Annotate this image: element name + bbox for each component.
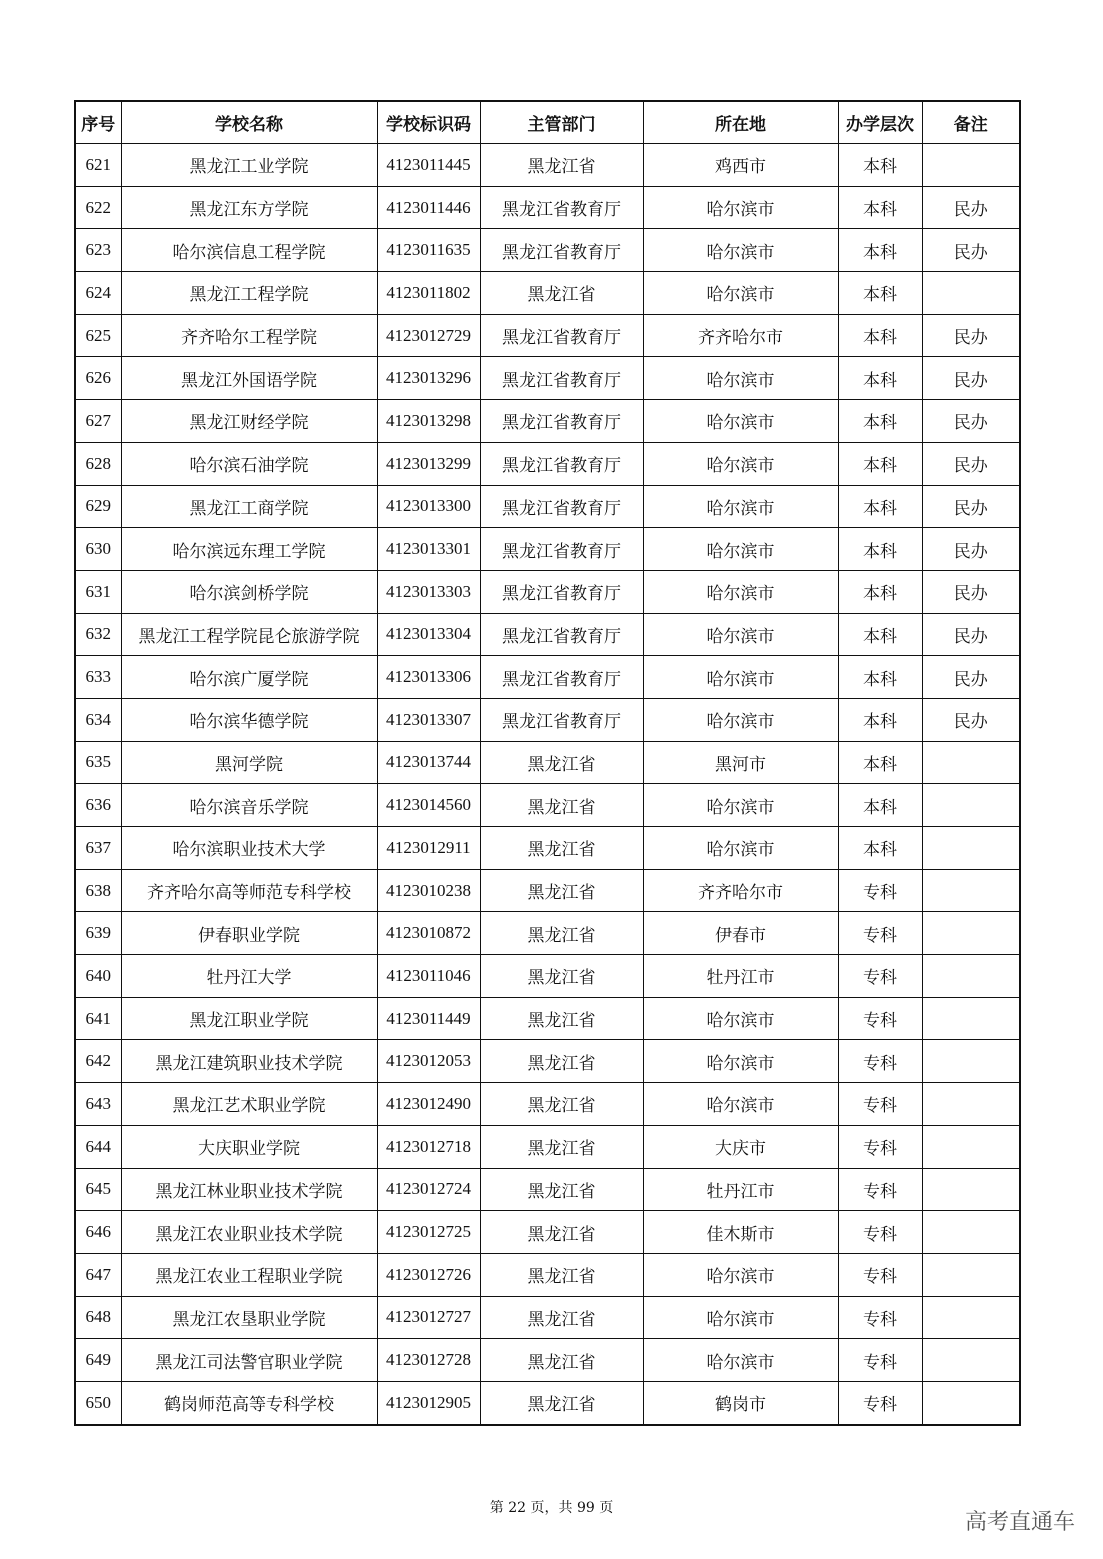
cell-school-name: 黑龙江农垦职业学院: [121, 1296, 377, 1339]
cell-school-name: 黑龙江工商学院: [121, 485, 377, 528]
cell-department: 黑龙江省教育厅: [480, 656, 643, 699]
cell-location: 鸡西市: [643, 144, 838, 187]
cell-location: 哈尔滨市: [643, 357, 838, 400]
cell-index: 634: [75, 698, 121, 741]
cell-remarks: 民办: [922, 485, 1020, 528]
page-number: 第 22 页，共 99 页: [489, 1500, 614, 1516]
table-row: [75, 144, 1020, 187]
cell-location: 伊春市: [643, 912, 838, 955]
cell-index: 631: [75, 570, 121, 613]
cell-index: 622: [75, 186, 121, 229]
cell-level: 专科: [838, 1381, 922, 1424]
cell-index: 630: [75, 528, 121, 571]
cell-level: 本科: [838, 186, 922, 229]
cell-remarks: 民办: [922, 570, 1020, 613]
cell-department: 黑龙江省: [480, 144, 643, 187]
cell-index: 649: [75, 1339, 121, 1382]
cell-school-code: 4123012726: [377, 1253, 480, 1296]
cell-level: 本科: [838, 485, 922, 528]
cell-department: 黑龙江省: [480, 1211, 643, 1254]
cell-department: 黑龙江省教育厅: [480, 357, 643, 400]
cell-department: 黑龙江省教育厅: [480, 528, 643, 571]
cell-department: 黑龙江省教育厅: [480, 698, 643, 741]
cell-level: 本科: [838, 570, 922, 613]
cell-remarks: [922, 1253, 1020, 1296]
cell-remarks: [922, 1125, 1020, 1168]
cell-school-name: 哈尔滨音乐学院: [121, 784, 377, 827]
cell-location: 哈尔滨市: [643, 698, 838, 741]
cell-remarks: 民办: [922, 357, 1020, 400]
cell-location: 哈尔滨市: [643, 400, 838, 443]
cell-level: 专科: [838, 1211, 922, 1254]
cell-school-code: 4123013306: [377, 656, 480, 699]
cell-remarks: 民办: [922, 698, 1020, 741]
cell-school-code: 4123013304: [377, 613, 480, 656]
cell-location: 哈尔滨市: [643, 613, 838, 656]
cell-department: 黑龙江省: [480, 1040, 643, 1083]
cell-school-code: 4123013307: [377, 698, 480, 741]
cell-department: 黑龙江省: [480, 1083, 643, 1126]
cell-index: 625: [75, 314, 121, 357]
cell-location: 齐齐哈尔市: [643, 314, 838, 357]
cell-index: 628: [75, 442, 121, 485]
table-row: [75, 912, 1020, 955]
table-row: [75, 186, 1020, 229]
header-school-code: 学校标识码: [377, 101, 480, 144]
cell-location: 哈尔滨市: [643, 570, 838, 613]
header-remarks: 备注: [922, 101, 1020, 144]
cell-school-name: 黑龙江外国语学院: [121, 357, 377, 400]
cell-remarks: [922, 912, 1020, 955]
cell-school-name: 黑龙江艺术职业学院: [121, 1083, 377, 1126]
cell-department: 黑龙江省: [480, 1253, 643, 1296]
cell-location: 哈尔滨市: [643, 1296, 838, 1339]
cell-school-name: 伊春职业学院: [121, 912, 377, 955]
cell-school-code: 4123013301: [377, 528, 480, 571]
header-level: 办学层次: [838, 101, 922, 144]
table-row: [75, 869, 1020, 912]
cell-level: 本科: [838, 741, 922, 784]
cell-school-name: 齐齐哈尔工程学院: [121, 314, 377, 357]
cell-school-code: 4123013298: [377, 400, 480, 443]
cell-remarks: [922, 741, 1020, 784]
cell-remarks: [922, 1083, 1020, 1126]
cell-index: 624: [75, 272, 121, 315]
cell-level: 专科: [838, 1168, 922, 1211]
header-department: 主管部门: [480, 101, 643, 144]
cell-location: 佳木斯市: [643, 1211, 838, 1254]
cell-department: 黑龙江省教育厅: [480, 570, 643, 613]
cell-department: 黑龙江省: [480, 784, 643, 827]
cell-index: 642: [75, 1040, 121, 1083]
cell-level: 专科: [838, 997, 922, 1040]
cell-level: 本科: [838, 442, 922, 485]
cell-index: 646: [75, 1211, 121, 1254]
cell-school-name: 哈尔滨剑桥学院: [121, 570, 377, 613]
table-row: [75, 570, 1020, 613]
cell-department: 黑龙江省: [480, 741, 643, 784]
cell-index: 638: [75, 869, 121, 912]
cell-level: 专科: [838, 1253, 922, 1296]
cell-school-code: 4123011635: [377, 229, 480, 272]
cell-school-code: 4123012718: [377, 1125, 480, 1168]
cell-school-name: 黑龙江工程学院昆仑旅游学院: [121, 613, 377, 656]
watermark-logo: 高考直通车: [964, 1510, 1075, 1535]
cell-index: 635: [75, 741, 121, 784]
cell-index: 640: [75, 955, 121, 998]
cell-department: 黑龙江省教育厅: [480, 400, 643, 443]
cell-location: 鹤岗市: [643, 1381, 838, 1424]
cell-school-name: 黑龙江财经学院: [121, 400, 377, 443]
cell-location: 哈尔滨市: [643, 442, 838, 485]
cell-level: 专科: [838, 1339, 922, 1382]
cell-school-code: 4123013744: [377, 741, 480, 784]
table-row: [75, 613, 1020, 656]
cell-department: 黑龙江省教育厅: [480, 229, 643, 272]
cell-school-code: 4123011446: [377, 186, 480, 229]
cell-school-code: 4123012053: [377, 1040, 480, 1083]
cell-remarks: 民办: [922, 186, 1020, 229]
table-row: [75, 1125, 1020, 1168]
cell-level: 本科: [838, 698, 922, 741]
cell-index: 637: [75, 827, 121, 870]
table-row: [75, 1168, 1020, 1211]
cell-location: 哈尔滨市: [643, 528, 838, 571]
cell-index: 645: [75, 1168, 121, 1211]
cell-location: 哈尔滨市: [643, 229, 838, 272]
cell-remarks: [922, 1211, 1020, 1254]
cell-school-code: 4123012728: [377, 1339, 480, 1382]
cell-location: 大庆市: [643, 1125, 838, 1168]
table-row: [75, 997, 1020, 1040]
cell-remarks: [922, 1381, 1020, 1424]
table-row: [75, 1040, 1020, 1083]
cell-location: 哈尔滨市: [643, 485, 838, 528]
cell-school-code: 4123012724: [377, 1168, 480, 1211]
table-row: [75, 528, 1020, 571]
cell-department: 黑龙江省: [480, 1125, 643, 1168]
cell-index: 639: [75, 912, 121, 955]
cell-level: 专科: [838, 1083, 922, 1126]
cell-department: 黑龙江省教育厅: [480, 186, 643, 229]
cell-school-code: 4123012490: [377, 1083, 480, 1126]
cell-level: 本科: [838, 400, 922, 443]
cell-level: 专科: [838, 869, 922, 912]
cell-department: 黑龙江省: [480, 827, 643, 870]
cell-location: 齐齐哈尔市: [643, 869, 838, 912]
table-header-row: [75, 101, 1020, 144]
cell-level: 本科: [838, 827, 922, 870]
cell-school-name: 黑河学院: [121, 741, 377, 784]
cell-remarks: [922, 784, 1020, 827]
cell-level: 本科: [838, 613, 922, 656]
cell-school-code: 4123010872: [377, 912, 480, 955]
cell-level: 本科: [838, 784, 922, 827]
cell-school-code: 4123013296: [377, 357, 480, 400]
cell-index: 627: [75, 400, 121, 443]
table-row: [75, 1339, 1020, 1382]
cell-index: 648: [75, 1296, 121, 1339]
cell-department: 黑龙江省: [480, 1296, 643, 1339]
cell-remarks: [922, 827, 1020, 870]
cell-level: 专科: [838, 912, 922, 955]
table-row: [75, 314, 1020, 357]
cell-school-name: 黑龙江东方学院: [121, 186, 377, 229]
cell-index: 636: [75, 784, 121, 827]
table-row: [75, 656, 1020, 699]
table-row: [75, 272, 1020, 315]
school-table: [74, 100, 1021, 1426]
cell-department: 黑龙江省: [480, 869, 643, 912]
cell-location: 哈尔滨市: [643, 1339, 838, 1382]
cell-location: 哈尔滨市: [643, 1253, 838, 1296]
cell-index: 643: [75, 1083, 121, 1126]
table-row: [75, 1253, 1020, 1296]
cell-level: 本科: [838, 229, 922, 272]
cell-school-code: 4123012725: [377, 1211, 480, 1254]
cell-school-name: 黑龙江建筑职业技术学院: [121, 1040, 377, 1083]
table-row: [75, 955, 1020, 998]
table-row: [75, 698, 1020, 741]
cell-remarks: [922, 869, 1020, 912]
cell-department: 黑龙江省: [480, 1339, 643, 1382]
cell-index: 626: [75, 357, 121, 400]
cell-school-name: 哈尔滨广厦学院: [121, 656, 377, 699]
header-school-name: 学校名称: [121, 101, 377, 144]
table-row: [75, 1381, 1020, 1424]
cell-department: 黑龙江省教育厅: [480, 485, 643, 528]
cell-remarks: [922, 997, 1020, 1040]
cell-level: 专科: [838, 955, 922, 998]
cell-school-code: 4123012727: [377, 1296, 480, 1339]
cell-level: 本科: [838, 144, 922, 187]
cell-school-name: 哈尔滨远东理工学院: [121, 528, 377, 571]
cell-school-name: 黑龙江职业学院: [121, 997, 377, 1040]
cell-school-name: 哈尔滨石油学院: [121, 442, 377, 485]
cell-school-name: 哈尔滨信息工程学院: [121, 229, 377, 272]
cell-remarks: 民办: [922, 400, 1020, 443]
cell-school-name: 黑龙江农业职业技术学院: [121, 1211, 377, 1254]
cell-index: 647: [75, 1253, 121, 1296]
table-row: [75, 1211, 1020, 1254]
table-row: [75, 1296, 1020, 1339]
cell-level: 专科: [838, 1125, 922, 1168]
cell-school-code: 4123014560: [377, 784, 480, 827]
cell-index: 632: [75, 613, 121, 656]
cell-department: 黑龙江省教育厅: [480, 314, 643, 357]
cell-level: 专科: [838, 1296, 922, 1339]
cell-location: 哈尔滨市: [643, 827, 838, 870]
cell-department: 黑龙江省: [480, 1168, 643, 1211]
cell-school-name: 黑龙江司法警官职业学院: [121, 1339, 377, 1382]
header-location: 所在地: [643, 101, 838, 144]
cell-school-code: 4123011449: [377, 997, 480, 1040]
cell-location: 哈尔滨市: [643, 997, 838, 1040]
cell-remarks: [922, 272, 1020, 315]
cell-department: 黑龙江省: [480, 912, 643, 955]
cell-location: 哈尔滨市: [643, 272, 838, 315]
cell-remarks: [922, 1168, 1020, 1211]
cell-department: 黑龙江省: [480, 1381, 643, 1424]
cell-department: 黑龙江省教育厅: [480, 442, 643, 485]
cell-school-name: 大庆职业学院: [121, 1125, 377, 1168]
cell-department: 黑龙江省: [480, 272, 643, 315]
table-row: [75, 400, 1020, 443]
table-row: [75, 442, 1020, 485]
cell-remarks: 民办: [922, 229, 1020, 272]
cell-location: 哈尔滨市: [643, 656, 838, 699]
cell-school-name: 鹤岗师范高等专科学校: [121, 1381, 377, 1424]
cell-department: 黑龙江省教育厅: [480, 613, 643, 656]
cell-school-name: 黑龙江农业工程职业学院: [121, 1253, 377, 1296]
cell-index: 623: [75, 229, 121, 272]
table-row: [75, 827, 1020, 870]
cell-location: 牡丹江市: [643, 955, 838, 998]
cell-school-code: 4123012905: [377, 1381, 480, 1424]
cell-school-name: 哈尔滨华德学院: [121, 698, 377, 741]
cell-location: 牡丹江市: [643, 1168, 838, 1211]
cell-department: 黑龙江省: [480, 997, 643, 1040]
cell-department: 黑龙江省: [480, 955, 643, 998]
cell-school-code: 4123011046: [377, 955, 480, 998]
cell-remarks: [922, 1040, 1020, 1083]
cell-location: 哈尔滨市: [643, 186, 838, 229]
cell-level: 本科: [838, 357, 922, 400]
table-row: [75, 357, 1020, 400]
header-index: 序号: [75, 101, 121, 144]
cell-remarks: [922, 144, 1020, 187]
cell-location: 哈尔滨市: [643, 784, 838, 827]
cell-school-code: 4123012729: [377, 314, 480, 357]
cell-index: 644: [75, 1125, 121, 1168]
cell-level: 本科: [838, 272, 922, 315]
cell-school-name: 黑龙江工程学院: [121, 272, 377, 315]
cell-level: 本科: [838, 656, 922, 699]
cell-location: 哈尔滨市: [643, 1040, 838, 1083]
cell-index: 633: [75, 656, 121, 699]
cell-remarks: 民办: [922, 528, 1020, 571]
cell-school-code: 4123013303: [377, 570, 480, 613]
cell-school-code: 4123013300: [377, 485, 480, 528]
cell-school-name: 黑龙江林业职业技术学院: [121, 1168, 377, 1211]
cell-school-name: 齐齐哈尔高等师范专科学校: [121, 869, 377, 912]
cell-remarks: 民办: [922, 442, 1020, 485]
table-row: [75, 784, 1020, 827]
cell-location: 黑河市: [643, 741, 838, 784]
cell-index: 629: [75, 485, 121, 528]
cell-level: 专科: [838, 1040, 922, 1083]
cell-school-code: 4123013299: [377, 442, 480, 485]
cell-remarks: [922, 955, 1020, 998]
cell-school-code: 4123011445: [377, 144, 480, 187]
cell-school-name: 牡丹江大学: [121, 955, 377, 998]
cell-level: 本科: [838, 528, 922, 571]
cell-school-code: 4123010238: [377, 869, 480, 912]
cell-school-code: 4123012911: [377, 827, 480, 870]
cell-level: 本科: [838, 314, 922, 357]
table-row: [75, 1083, 1020, 1126]
cell-index: 650: [75, 1381, 121, 1424]
cell-remarks: 民办: [922, 613, 1020, 656]
cell-remarks: [922, 1339, 1020, 1382]
cell-school-name: 黑龙江工业学院: [121, 144, 377, 187]
cell-remarks: 民办: [922, 314, 1020, 357]
cell-school-code: 4123011802: [377, 272, 480, 315]
cell-index: 621: [75, 144, 121, 187]
table-row: [75, 485, 1020, 528]
cell-school-name: 哈尔滨职业技术大学: [121, 827, 377, 870]
cell-remarks: [922, 1296, 1020, 1339]
cell-remarks: 民办: [922, 656, 1020, 699]
table-row: [75, 229, 1020, 272]
table-row: [75, 741, 1020, 784]
cell-index: 641: [75, 997, 121, 1040]
cell-location: 哈尔滨市: [643, 1083, 838, 1126]
